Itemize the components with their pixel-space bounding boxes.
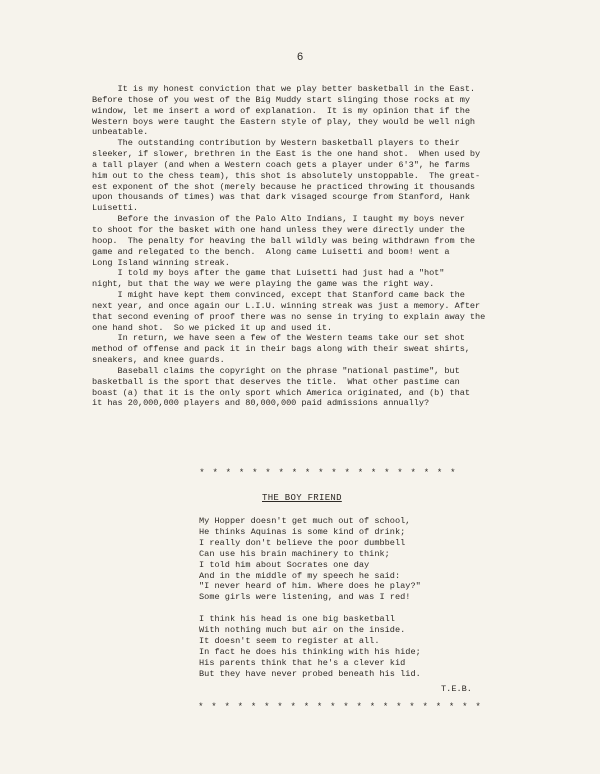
poem-line: He thinks Aquinas is some kind of drink; bbox=[199, 526, 406, 537]
poem-stanza-1 bbox=[199, 516, 519, 603]
prose-line: window, let me insert a word of explanation. It is my opinion that if the bbox=[92, 105, 470, 116]
prose-line: Before the invasion of the Palo Alto Indians, I taught my boys never bbox=[92, 214, 465, 225]
poem-line: Can use his brain machinery to think; bbox=[199, 548, 390, 559]
poem-line: My Hopper doesn't get much out of school, bbox=[199, 516, 411, 526]
prose-line: In return, we have seen a few of the Western teams take our set shot bbox=[92, 333, 465, 344]
prose-line: upon thousands of times) was that dark visaged scourge from Stanford, Hank bbox=[92, 192, 470, 203]
poem-line: I really don't believe the poor dumbbell bbox=[199, 537, 406, 548]
prose-line: hoop. The penalty for heaving the ball wildly was being withdrawn from the bbox=[92, 235, 476, 246]
prose-line: to shoot for the basket with one hand unless they were directly under the bbox=[92, 224, 465, 235]
poem-line: With nothing much but air on the inside. bbox=[199, 625, 406, 636]
prose-line: sleeker, if slower, brethren in the East is the one hand shot. When used by bbox=[92, 149, 481, 160]
prose-line: him out to the chess team), this shot is absolutely unstoppable. The great- bbox=[92, 170, 481, 181]
prose-line: I might have kept them convinced, except that Stanford came back the bbox=[92, 290, 465, 301]
prose-line: that second evening of proof there was no sense in trying to explain away the bbox=[92, 311, 486, 322]
author-initials: T.E.B. bbox=[441, 684, 472, 694]
prose-line: Long Island winning streak. bbox=[92, 257, 230, 268]
poem-line: I think his head is one big basketball bbox=[199, 614, 395, 625]
poem-line: I told him about Socrates one day bbox=[199, 559, 370, 570]
prose-line: Luisetti. bbox=[92, 203, 138, 214]
poem-line: In fact he does his thinking with his hide; bbox=[199, 646, 421, 657]
poem-line: It doesn't seem to register at all. bbox=[199, 635, 380, 646]
prose-line: Western boys were taught the Eastern style of play, they would be well nigh bbox=[92, 116, 476, 127]
poem-body bbox=[199, 516, 519, 680]
asterisk-divider-bottom: * * * * * * * * * * * * * * * * * * * * * * bbox=[198, 702, 482, 712]
prose-line: one hand shot. So we picked it up and used it. bbox=[92, 322, 333, 333]
article-body bbox=[92, 84, 532, 409]
prose-line: it has 20,000,000 players and 80,000,000 paid admissions annually? bbox=[92, 398, 430, 409]
prose-line: basketball is the sport that deserves the title. What other pastime can bbox=[92, 376, 460, 387]
poem-line: His parents think that he's a clever kid bbox=[199, 657, 406, 668]
prose-line: night, but that the way we were playing the game was the right way. bbox=[92, 279, 435, 290]
prose-line: It is my honest conviction that we play better basketball in the East. bbox=[92, 84, 476, 94]
prose-line: boast (a) that it is the only sport which America originated, and (b) that bbox=[92, 387, 470, 398]
prose-line: Baseball claims the copyright on the phrase "national pastime", but bbox=[92, 365, 460, 376]
page-number: 6 bbox=[296, 52, 304, 64]
poem-stanza-2 bbox=[199, 614, 519, 679]
asterisk-divider-top: * * * * * * * * * * * * * * * * * * * * bbox=[199, 468, 457, 478]
poem-line: Some girls were listening, and was I red! bbox=[199, 592, 411, 603]
prose-line: I told my boys after the game that Luisetti had just had a "hot" bbox=[92, 268, 445, 279]
prose-line: sneakers, and knee guards. bbox=[92, 355, 225, 366]
poem-title: THE BOY FRIEND bbox=[262, 493, 342, 503]
prose-line: est exponent of the shot (merely because he practiced throwing it thousands bbox=[92, 181, 476, 192]
poem-line: And in the middle of my speech he said: bbox=[199, 570, 401, 581]
prose-line: unbeatable. bbox=[92, 127, 149, 138]
poem-line: But they have never probed beneath his lid. bbox=[199, 668, 421, 679]
prose-line: The outstanding contribution by Western basketball players to their bbox=[92, 138, 460, 149]
prose-line: Before those of you west of the Big Muddy start slinging those rocks at my bbox=[92, 94, 470, 105]
prose-line: next year, and once again our L.I.U. winning streak was just a memory. After bbox=[92, 300, 481, 311]
prose-line: a tall player (and when a Western coach gets a player under 6'3", he farms bbox=[92, 159, 470, 170]
poem-line: "I never heard of him. Where does he play?" bbox=[199, 581, 421, 592]
prose-line: method of offense and pack it in their bags along with their sweat shirts, bbox=[92, 344, 470, 355]
prose-line: game and relegated to the bench. Along came Luisetti and boom! went a bbox=[92, 246, 450, 257]
stanza-gap bbox=[199, 603, 519, 614]
